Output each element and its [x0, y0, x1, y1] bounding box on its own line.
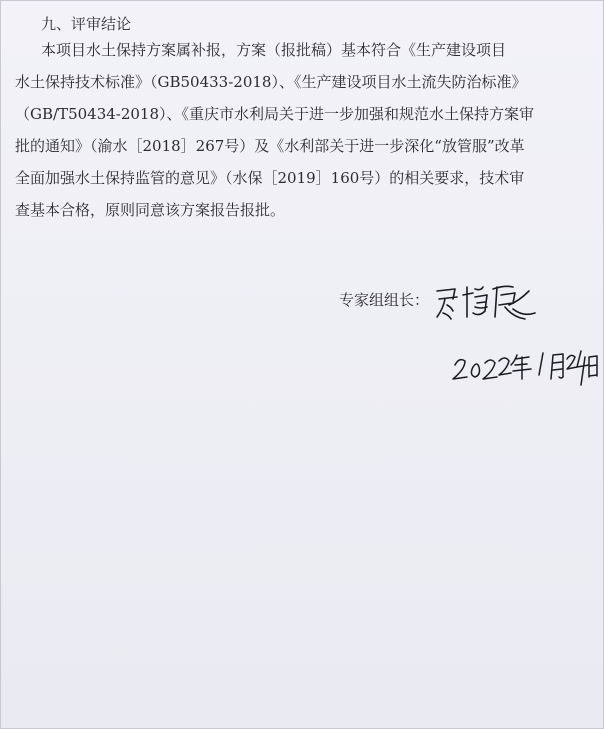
conclusion-line-6: 查基本合格，原则同意该方案报告报批。: [15, 201, 286, 219]
conclusion-line-2: 水土保持技术标准》（GB50433-2018）、《生产建设项目水土流失防治标准》: [15, 73, 527, 91]
section-heading: 九、评审结论: [41, 15, 132, 33]
handwritten-signature: [429, 277, 541, 325]
conclusion-line-3: （GB/T50434-2018）、《重庆市水利局关于进一步加强和规范水土保持方案审: [15, 105, 535, 123]
conclusion-line-5: 全面加强水土保持监管的意见》（水保［2019］160号）的相关要求，技术审: [15, 169, 525, 187]
conclusion-line-4: 批的通知》（渝水［2018］267号）及《水利部关于进一步深化“放管服”改革: [15, 137, 525, 155]
handwritten-date: [449, 345, 599, 391]
expert-leader-label: 专家组组长：: [339, 291, 430, 309]
conclusion-line-1: 本项目水土保持方案属补报，方案（报批稿）基本符合《生产建设项目: [41, 41, 507, 59]
